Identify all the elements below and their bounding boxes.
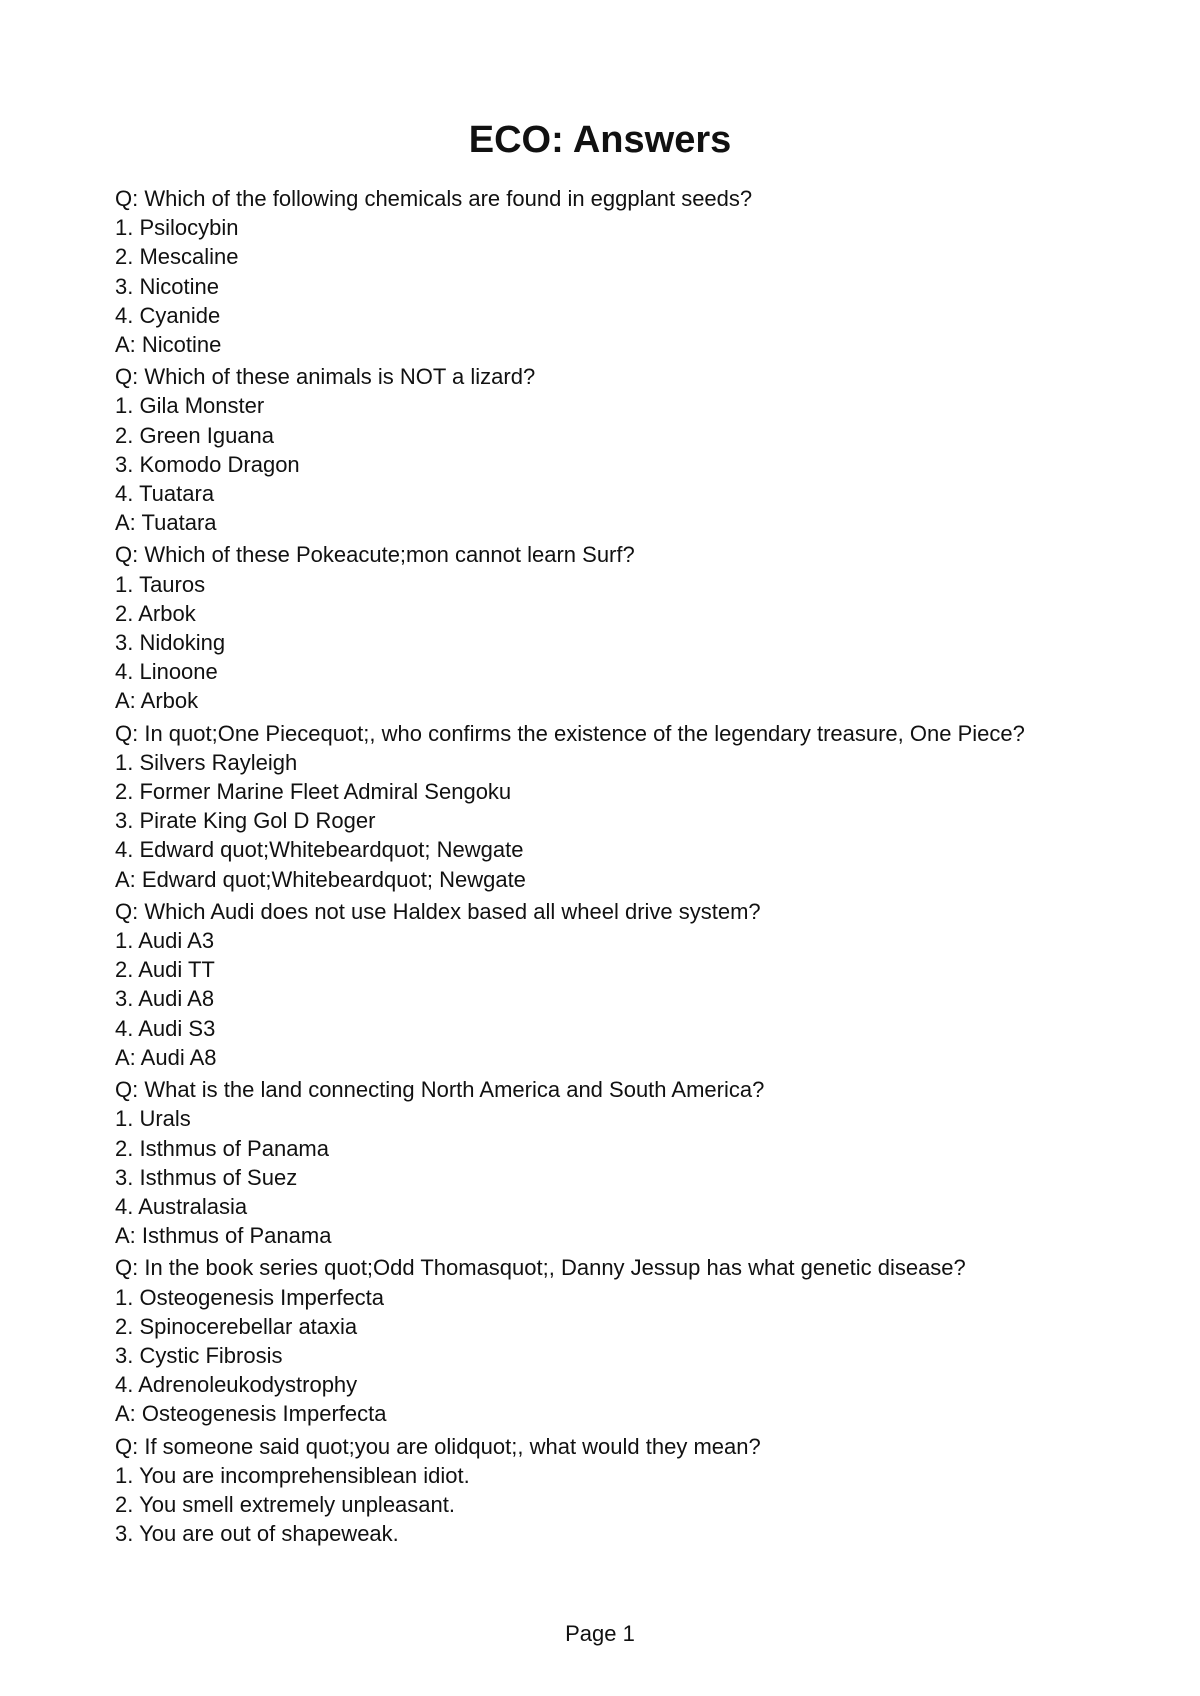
option-text: 1. Gila Monster — [115, 393, 265, 419]
page-title: ECO: Answers — [468, 119, 732, 161]
option-text: 4. Tuatara — [115, 481, 215, 507]
qa-item — [115, 362, 1065, 537]
option-text: 1. Audi A3 — [115, 928, 215, 954]
option-text: 2. Isthmus of Panama — [115, 1135, 329, 1161]
option-text: 3. Audi A8 — [115, 986, 215, 1012]
question-text: Q: Which of these Pokeacute;mon cannot learn Surf? — [115, 542, 635, 568]
question-text: Q: Which Audi does not use Haldex based all wheel drive system? — [115, 898, 761, 924]
option-text: 1. You are incomprehensiblean idiot. — [115, 1462, 470, 1488]
option-text: 3. Pirate King Gol D Roger — [115, 808, 376, 834]
option-text: 2. Former Marine Fleet Admiral Sengoku — [115, 779, 512, 805]
option-text: 3. You are out of shapeweak. — [115, 1521, 399, 1547]
option-text: 4. Edward quot;Whitebeardquot; Newgate — [115, 837, 524, 863]
option-text: 4. Australasia — [115, 1193, 248, 1219]
option-text: 3. Nicotine — [115, 273, 219, 299]
question-text: Q: Which of these animals is NOT a lizard? — [115, 364, 536, 390]
answer-text: A: Nicotine — [115, 332, 222, 358]
answer-text: A: Osteogenesis Imperfecta — [115, 1401, 387, 1427]
answer-text: A: Isthmus of Panama — [115, 1223, 332, 1249]
option-text: 2. Green Iguana — [115, 422, 275, 448]
answer-text: A: Audi A8 — [115, 1044, 217, 1070]
option-text: 2. Arbok — [115, 600, 196, 626]
answer-text: A: Edward quot;Whitebeardquot; Newgate — [115, 866, 526, 892]
option-text: 2. You smell extremely unpleasant. — [115, 1491, 455, 1517]
qa-list — [115, 184, 1065, 1551]
option-text: 1. Silvers Rayleigh — [115, 749, 298, 775]
qa-item — [115, 897, 1065, 1072]
option-text: 3. Komodo Dragon — [115, 451, 300, 477]
option-text: 4. Cyanide — [115, 302, 221, 328]
qa-item — [115, 1253, 1065, 1428]
option-text: 3. Cystic Fibrosis — [115, 1342, 283, 1368]
question-text: Q: Which of the following chemicals are found in eggplant seeds? — [115, 186, 753, 211]
question-text: Q: In quot;One Piecequot;, who confirms the existence of the legendary treasure, One Piece? — [115, 720, 1025, 746]
option-text: 4. Audi S3 — [115, 1015, 216, 1041]
option-text: 1. Osteogenesis Imperfecta — [115, 1284, 385, 1310]
option-text: 1. Psilocybin — [115, 215, 239, 241]
qa-item — [115, 184, 1065, 359]
option-text: 3. Nidoking — [115, 630, 226, 656]
option-text: 2. Audi TT — [115, 957, 215, 983]
qa-item — [115, 719, 1065, 894]
option-text: 2. Spinocerebellar ataxia — [115, 1313, 358, 1339]
qa-item — [115, 1432, 1065, 1549]
question-text: Q: In the book series quot;Odd Thomasquot;, Danny Jessup has what genetic disease? — [115, 1255, 966, 1281]
option-text: 1. Urals — [115, 1106, 191, 1132]
answer-text: A: Tuatara — [115, 510, 217, 536]
option-text: 1. Tauros — [115, 571, 206, 597]
option-text: 2. Mescaline — [115, 244, 239, 270]
option-text: 4. Adrenoleukodystrophy — [115, 1372, 358, 1398]
qa-item — [115, 1075, 1065, 1250]
question-text: Q: What is the land connecting North America and South America? — [115, 1077, 765, 1103]
qa-item — [115, 540, 1065, 715]
page-number: Page 1 — [565, 1621, 635, 1646]
option-text: 4. Linoone — [115, 659, 218, 685]
option-text: 3. Isthmus of Suez — [115, 1164, 298, 1190]
question-text: Q: If someone said quot;you are olidquot;, what would they mean? — [115, 1433, 761, 1459]
answer-text: A: Arbok — [115, 688, 199, 714]
